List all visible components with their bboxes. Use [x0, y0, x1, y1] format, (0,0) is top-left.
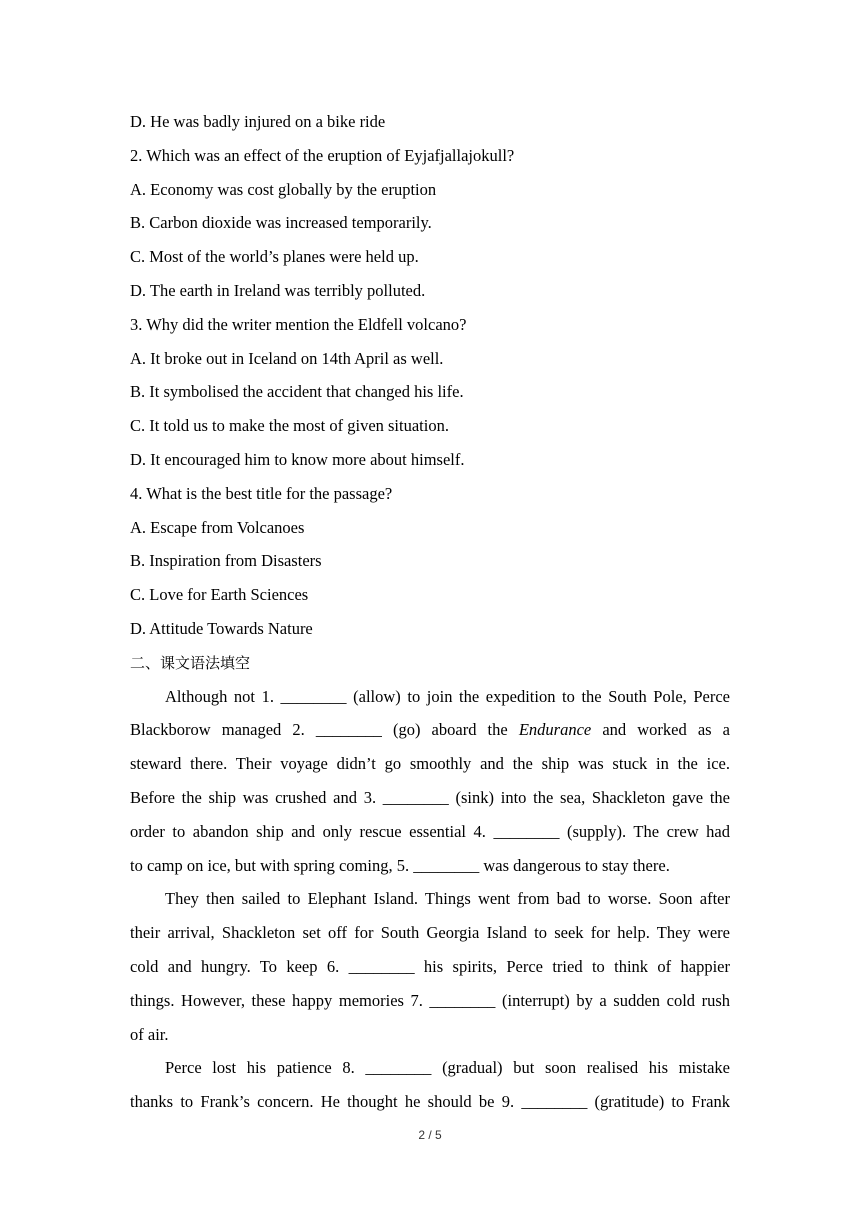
q3-stem: 3. Why did the writer mention the Eldfell volcano?: [130, 315, 467, 334]
q2-option-c: C. Most of the world’s planes were held up.: [130, 247, 419, 266]
p2-line-3: cold and hungry. To keep 6. ________ his spirits, Perce tried to think of happier: [130, 957, 730, 976]
q4-option-c: C. Love for Earth Sciences: [130, 585, 309, 604]
q3-option-b: B. It symbolised the accident that changed his life.: [130, 382, 464, 401]
q4-option-d: D. Attitude Towards Nature: [130, 619, 313, 638]
p2-line-1: They then sailed to Elephant Island. Things went from bad to worse. Soon after: [165, 889, 730, 908]
p1-line-2-end: and worked as a: [591, 720, 730, 739]
p2-line-4: things. However, these happy memories 7. ________ (interrupt) by a sudden cold rush: [130, 991, 730, 1010]
ship-name-endurance: Endurance: [518, 720, 592, 739]
p3-line-1: Perce lost his patience 8. ________ (gradual) but soon realised his mistake: [165, 1058, 730, 1077]
q2-option-a: A. Economy was cost globally by the eruption: [130, 180, 437, 199]
q4-option-b: B. Inspiration from Disasters: [130, 551, 322, 570]
q2-option-d: D. The earth in Ireland was terribly polluted.: [130, 281, 426, 300]
q1-option-d: D. He was badly injured on a bike ride: [130, 112, 386, 131]
q2-stem: 2. Which was an effect of the eruption of Eyjafjallajokull?: [130, 146, 515, 165]
q3-option-c: C. It told us to make the most of given situation.: [130, 416, 449, 435]
p1-line-6: to camp on ice, but with spring coming, 5. ________ was dangerous to stay there.: [130, 856, 670, 875]
p1-line-5: order to abandon ship and only rescue essential 4. ________ (supply). The crew had: [130, 822, 730, 841]
q2-option-b: B. Carbon dioxide was increased temporarily.: [130, 213, 432, 232]
p1-line-1: Although not 1. ________ (allow) to join the expedition to the South Pole, Perce: [165, 687, 730, 706]
p2-line-2: their arrival, Shackleton set off for South Georgia Island to seek for help. They were: [130, 923, 730, 942]
q4-option-a: A. Escape from Volcanoes: [130, 518, 305, 537]
p1-line-3: steward there. Their voyage didn’t go smoothly and the ship was stuck in the ice.: [130, 754, 730, 773]
q3-option-a: A. It broke out in Iceland on 14th April as well.: [130, 349, 444, 368]
q3-option-d: D. It encouraged him to know more about himself.: [130, 450, 465, 469]
q4-stem: 4. What is the best title for the passage?: [130, 484, 393, 503]
section-heading: 二、课文语法填空: [130, 654, 251, 672]
p1-line-2: [130, 720, 730, 740]
p1-line-2-start: Blackborow managed 2. ________ (go) aboard the: [130, 720, 519, 739]
p2-line-5: of air.: [130, 1025, 169, 1044]
p3-line-2: thanks to Frank’s concern. He thought he should be 9. ________ (gratitude) to Frank: [130, 1092, 730, 1111]
page-number: 2 / 5: [418, 1128, 442, 1142]
p1-line-4: Before the ship was crushed and 3. ________ (sink) into the sea, Shackleton gave the: [130, 788, 730, 807]
